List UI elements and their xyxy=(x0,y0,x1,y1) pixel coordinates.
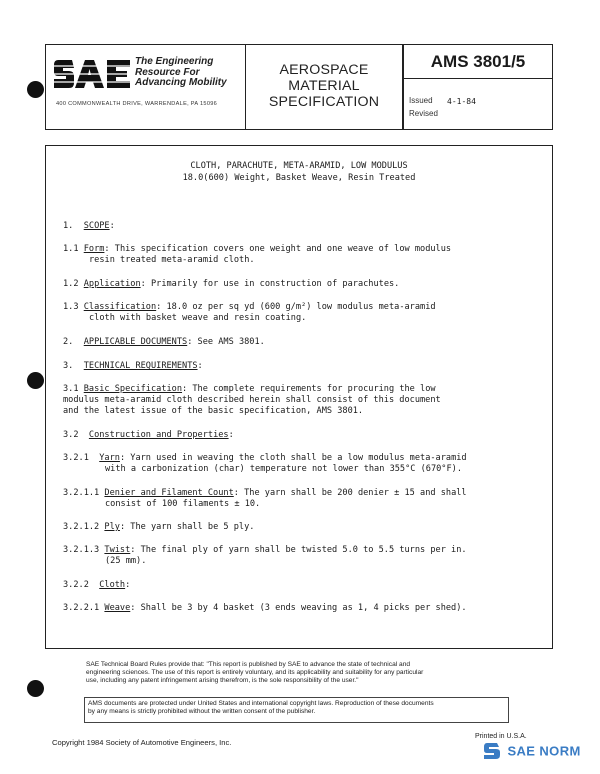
section-number: 2. xyxy=(63,337,74,347)
section-text: : Primarily for use in construction of parachutes. xyxy=(140,279,400,289)
section-3 xyxy=(63,361,203,372)
section-heading: Weave xyxy=(104,603,131,613)
section-heading: Ply xyxy=(104,522,120,532)
notice-line: use, including any patent infringement arising therefrom, is the sole responsibility of the user." xyxy=(86,677,359,685)
punch-hole-top xyxy=(27,81,44,98)
board-rules-notice xyxy=(86,661,423,686)
section-text: : xyxy=(197,361,203,371)
spec-id-block xyxy=(404,45,552,129)
section-number: 3. xyxy=(63,361,74,371)
section-3-2-2 xyxy=(63,580,130,591)
title-line: CLOTH, PARACHUTE, META-ARAMID, LOW MODULUS xyxy=(190,161,408,171)
section-number: 3.2.2.1 xyxy=(63,603,100,613)
title-line: 18.0(600) Weight, Basket Weave, Resin Treated xyxy=(182,173,416,183)
sae-norm-watermark xyxy=(483,741,581,761)
section-heading: TECHNICAL REQUIREMENTS xyxy=(83,361,198,371)
section-1-1 xyxy=(63,244,451,266)
section-text: cloth with basket weave and resin coating. xyxy=(89,313,307,323)
section-number: 3.2.1.1 xyxy=(63,488,100,498)
section-heading: SCOPE xyxy=(83,221,110,231)
section-3-2-2-1 xyxy=(63,603,467,614)
section-text: : xyxy=(125,580,131,590)
section-heading: Twist xyxy=(104,545,131,555)
section-text: : xyxy=(228,430,234,440)
notice-line: SAE Technical Board Rules provide that: "This report is published by SAE to advance the state of technical and xyxy=(86,661,411,668)
section-1-2 xyxy=(63,279,399,290)
sae-address: 400 COMMONWEALTH DRIVE, WARRENDALE, PA 15096 xyxy=(56,101,218,107)
watermark-text: SAE NORM xyxy=(507,743,581,759)
section-text: with a carbonization (char) temperature not lower than 355°C (670°F). xyxy=(105,464,462,474)
section-number: 3.2.2 xyxy=(63,580,89,590)
section-number: 3.2.1 xyxy=(63,453,89,463)
copyright-notice-box xyxy=(84,697,509,723)
section-heading: APPLICABLE DOCUMENTS xyxy=(83,337,188,347)
tagline-line: Resource For xyxy=(135,66,200,78)
sae-logo-icon xyxy=(54,58,132,90)
section-number: 3.2.1.3 xyxy=(63,545,100,555)
section-text: modulus meta-aramid cloth described herein shall consist of this document xyxy=(63,395,441,405)
section-number: 3.1 xyxy=(63,384,79,394)
section-text: consist of 100 filaments ± 10. xyxy=(105,499,261,509)
tagline-line: Advancing Mobility xyxy=(135,77,227,88)
section-number: 1.1 xyxy=(63,244,79,254)
section-heading: Form xyxy=(83,244,105,254)
spec-header xyxy=(45,44,553,130)
sae-watermark-icon xyxy=(483,741,503,761)
section-number: 3.2.1.2 xyxy=(63,522,100,532)
section-heading: Classification xyxy=(83,302,157,312)
section-heading: Construction and Properties xyxy=(88,430,229,440)
section-text: resin treated meta-aramid cloth. xyxy=(89,255,255,265)
section-3-2 xyxy=(63,430,234,441)
section-3-1 xyxy=(63,384,441,417)
section-text: : See AMS 3801. xyxy=(187,337,265,347)
section-heading: Cloth xyxy=(99,580,126,590)
printed-in: Printed in U.S.A. xyxy=(475,733,527,740)
issued-label: Issued xyxy=(409,96,433,105)
notice-line: engineering sciences. The use of this report is entirely voluntary, and its applicability and suitability for any particular xyxy=(86,669,424,677)
notice-line: by any means is strictly prohibited without the written consent of the publisher. xyxy=(88,708,316,716)
section-number: 1.3 xyxy=(63,302,79,312)
punch-hole-middle xyxy=(27,372,44,389)
spec-body xyxy=(45,145,553,649)
section-heading: Yarn xyxy=(99,453,120,463)
section-1 xyxy=(63,221,115,232)
section-2 xyxy=(63,337,265,348)
spec-type-line: SPECIFICATION xyxy=(268,94,380,110)
section-text: and the latest issue of the basic specification, AMS 3801. xyxy=(63,406,364,416)
section-3-2-1-2 xyxy=(63,522,254,533)
section-number: 3.2 xyxy=(63,430,79,440)
spec-type-line: MATERIAL xyxy=(288,78,360,94)
section-3-2-1-3 xyxy=(63,545,467,567)
section-text: (25 mm). xyxy=(105,556,147,566)
punch-hole-bottom xyxy=(27,680,44,697)
issued-date: 4-1-84 xyxy=(447,97,476,106)
section-text: : The yarn shall be 5 ply. xyxy=(119,522,255,532)
section-text: : 18.0 oz per sq yd (600 g/m²) low modulus meta-aramid xyxy=(156,302,436,312)
section-heading: Denier and Filament Count xyxy=(104,488,234,498)
document-title xyxy=(46,160,552,184)
spec-type-line: AEROSPACE xyxy=(279,62,369,78)
spec-number: AMS 3801/5 xyxy=(404,45,552,79)
copyright-line: Copyright 1984 Society of Automotive Engineers, Inc. xyxy=(52,738,232,747)
notice-line: AMS documents are protected under United States and international copyright laws. Reproduction of these documents xyxy=(88,700,434,707)
section-heading: Basic Specification xyxy=(83,384,183,394)
section-number: 1. xyxy=(63,221,74,231)
section-3-2-1 xyxy=(63,453,467,475)
section-text: : The yarn shall be 200 denier ± 15 and shall xyxy=(233,488,467,498)
section-text: : The complete requirements for procuring the low xyxy=(182,384,436,394)
section-1-3 xyxy=(63,302,436,324)
section-text: : The final ply of yarn shall be twisted 5.0 to 5.5 turns per in. xyxy=(130,545,467,555)
sae-branding xyxy=(46,45,246,129)
sae-tagline xyxy=(135,57,227,89)
revised-label: Revised xyxy=(409,109,438,118)
section-3-2-1-1 xyxy=(63,488,467,510)
section-text: : This specification covers one weight and one weave of low modulus xyxy=(104,244,452,254)
section-number: 1.2 xyxy=(63,279,79,289)
section-text: : Yarn used in weaving the cloth shall be a low modulus meta-aramid xyxy=(119,453,467,463)
tagline-line: The Engineering xyxy=(135,56,214,67)
section-heading: Application xyxy=(83,279,141,289)
spec-type-title xyxy=(246,45,404,129)
section-text: : Shall be 3 by 4 basket (3 ends weaving as 1, 4 picks per shed). xyxy=(130,603,467,613)
section-text: : xyxy=(109,221,115,231)
